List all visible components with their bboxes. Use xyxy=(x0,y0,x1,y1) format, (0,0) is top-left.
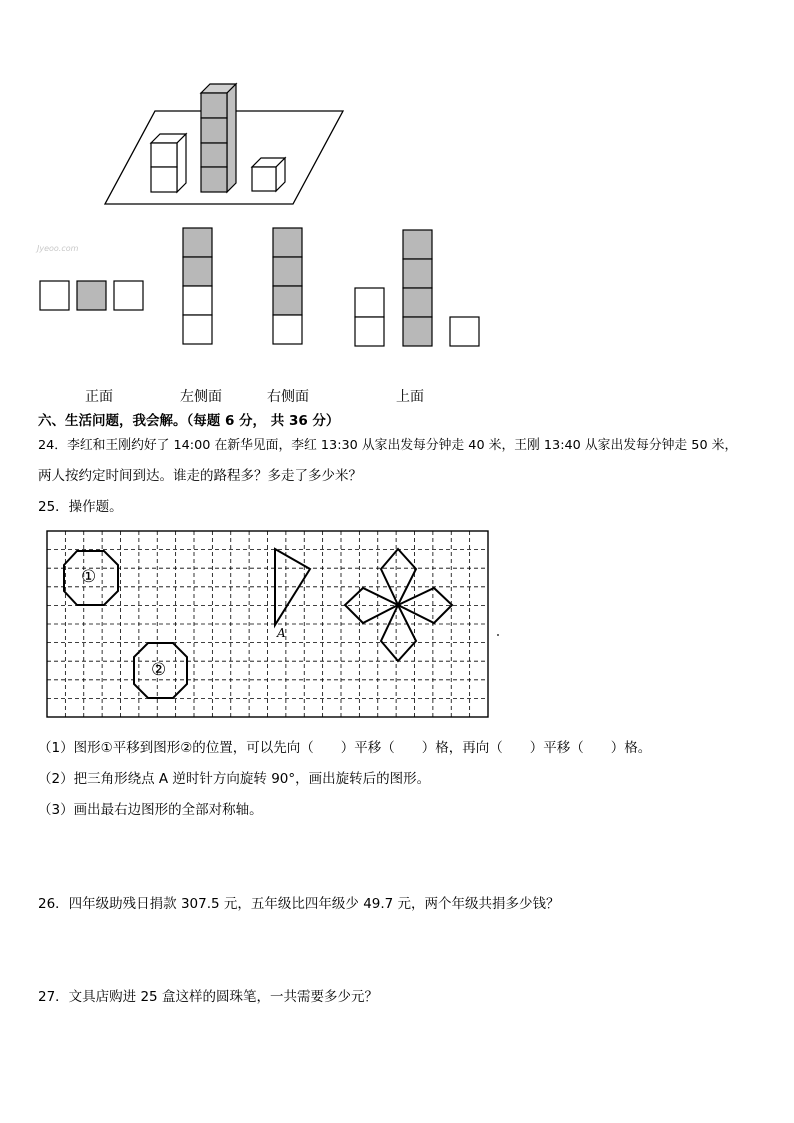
shape1-label: ① xyxy=(81,567,97,587)
view-drawings xyxy=(0,220,794,355)
label-left-side: 左侧面 xyxy=(180,389,222,405)
label-top: 上面 xyxy=(396,389,424,405)
q27-text: 27．文具店购进 25 盒这样的圆珠笔，一共需要多少元？ xyxy=(38,989,378,1005)
grid-figure xyxy=(0,525,794,725)
q26-text: 26．四年级助残日捐款 307.5 元，五年级比四年级少 49.7 元，两个年级共捐多少钱？ xyxy=(38,896,560,912)
label-right-side: 右侧面 xyxy=(267,389,309,405)
point-a-label: A xyxy=(277,626,286,640)
watermark: Jyeoo.com xyxy=(37,244,79,253)
shape2-label: ② xyxy=(151,660,167,680)
q25-title: 25．操作题。 xyxy=(38,499,123,515)
q25-sub2: （2）把三角形绕点 A 逆时针方向旋转 90°，画出旋转后的图形。 xyxy=(38,771,431,787)
q24-line1: 24．李红和王刚约好了 14:00 在新华见面，李红 13:30 从家出发每分钟走 40 米，王刚 13:40 从家出发每分钟走 50 米， xyxy=(38,438,738,453)
section-heading: 六、生活问题，我会解。（每题 6 分， 共 36 分） xyxy=(38,413,340,429)
q25-sub1: （1）图形①平移到图形②的位置，可以先向（ ）平移（ ）格，再向（ ）平移（ ）格。 xyxy=(38,740,652,756)
q24-line2: 两人按约定时间到达。谁走的路程多？多走了多少米？ xyxy=(38,468,362,484)
label-front: 正面 xyxy=(85,389,113,405)
q25-sub3: （3）画出最右边图形的全部对称轴。 xyxy=(38,802,263,818)
cube-arrangement-figure xyxy=(0,0,794,215)
